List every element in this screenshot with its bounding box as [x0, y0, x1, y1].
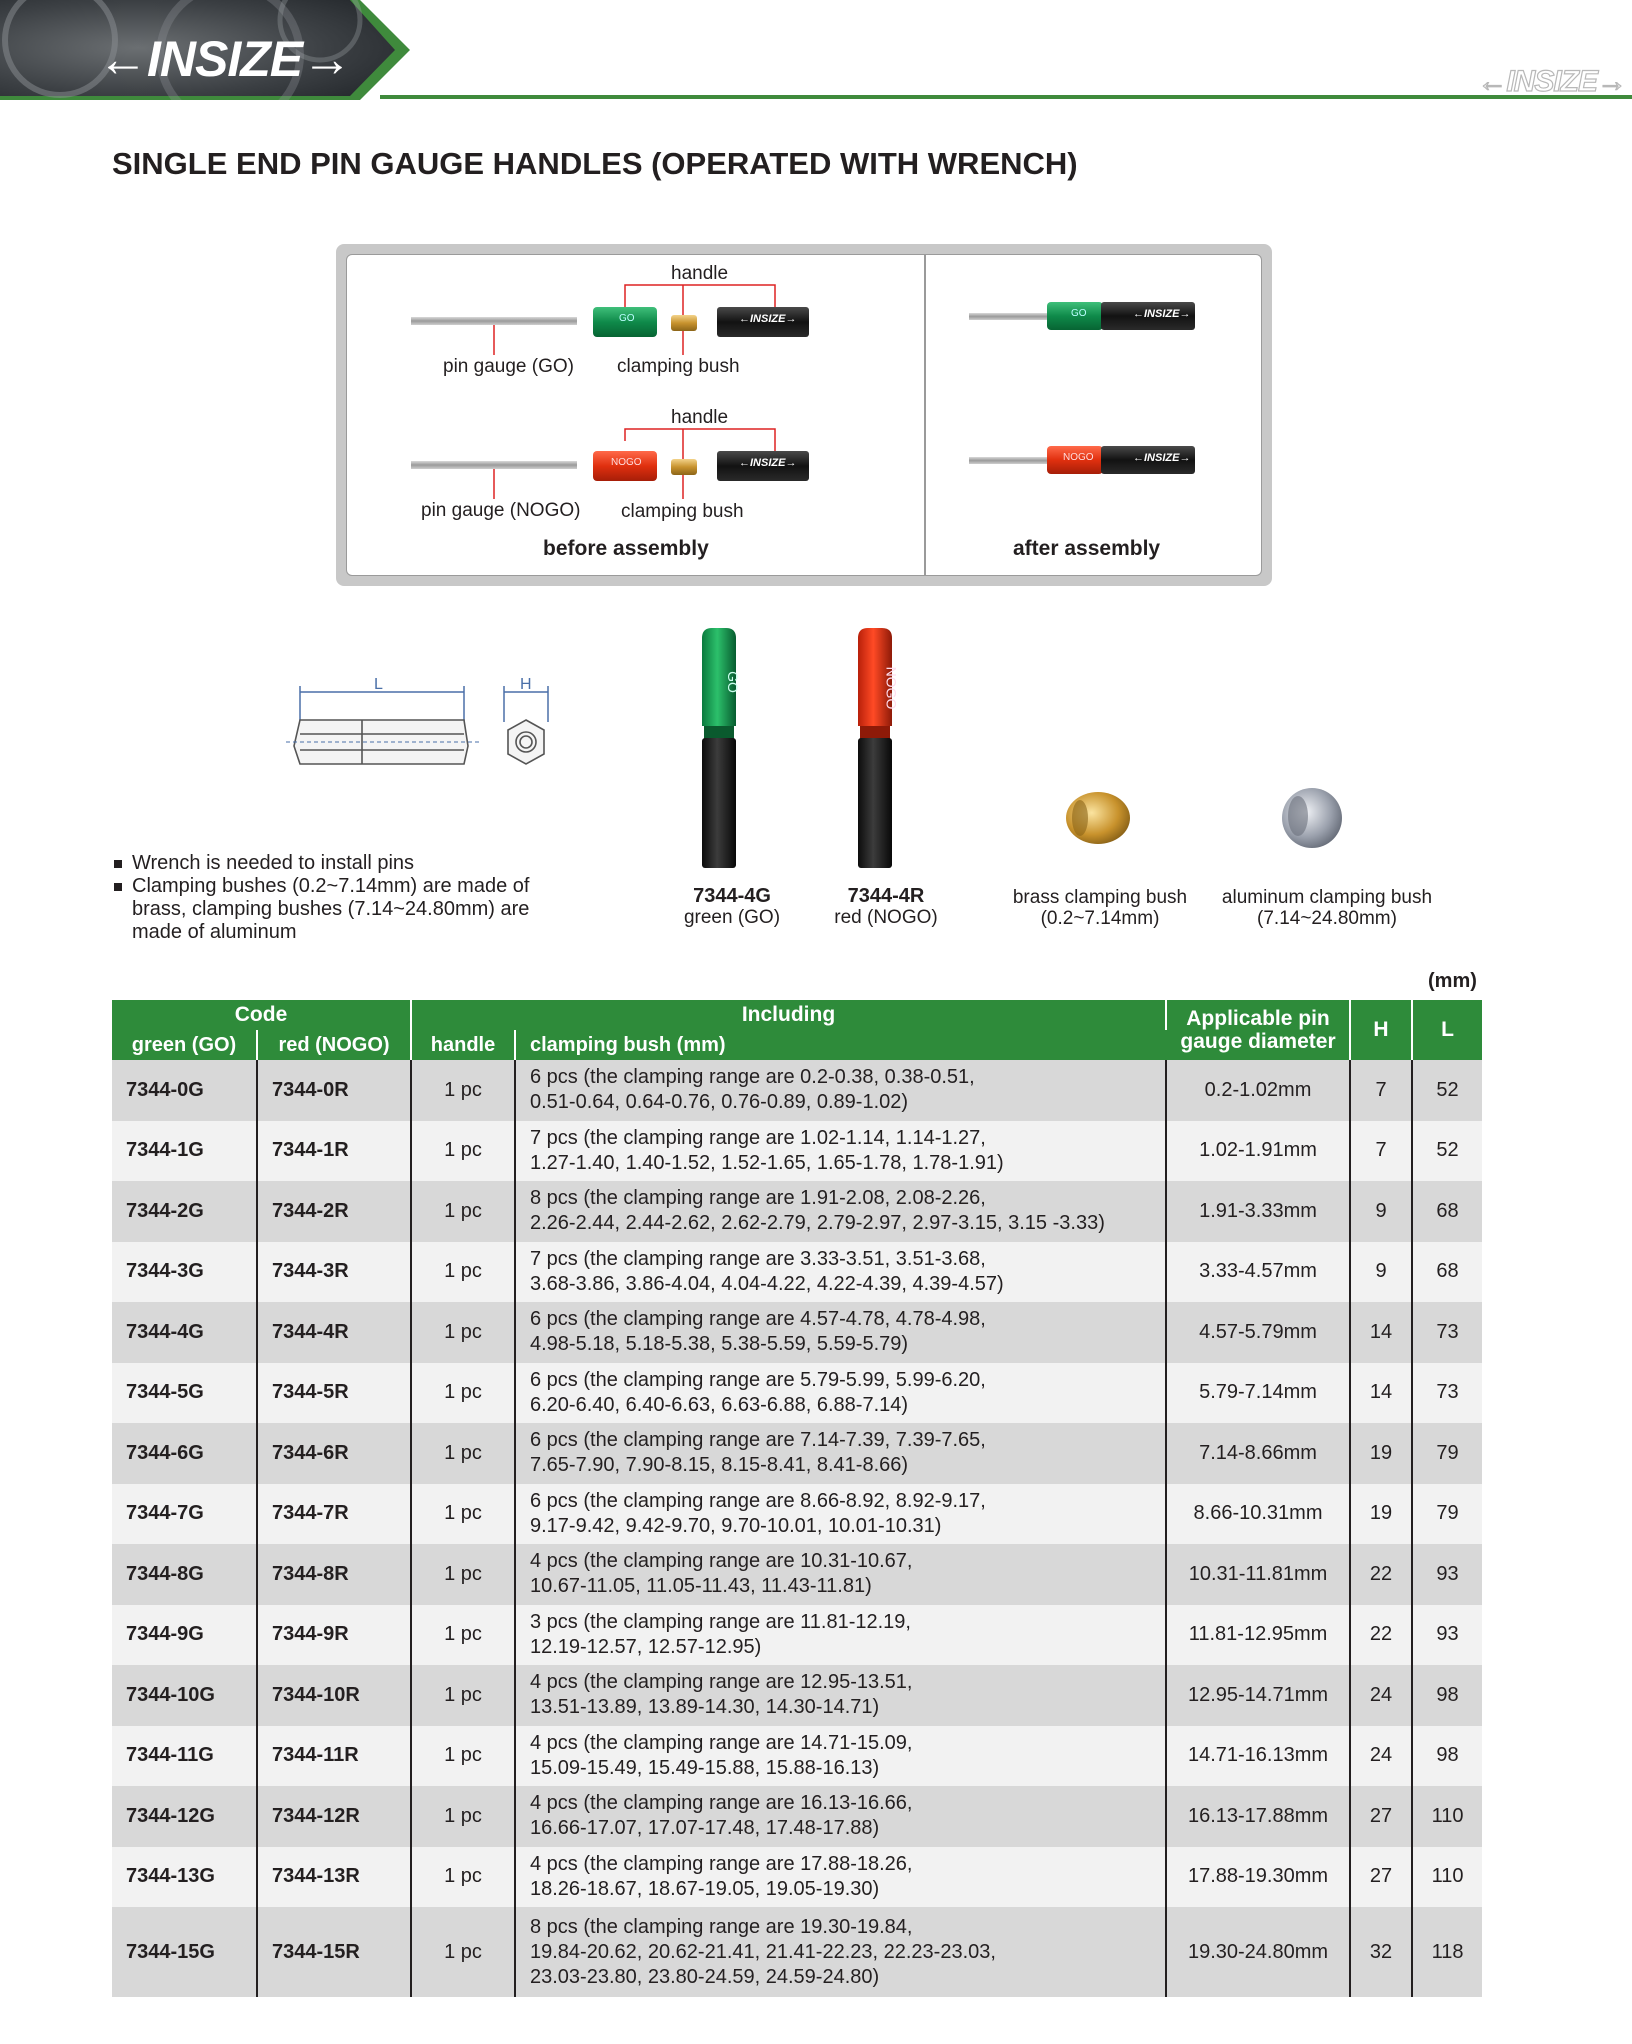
applicable-diameter: 17.88-19.30mm — [1166, 1847, 1350, 1908]
header-code: Code — [112, 1000, 411, 1030]
bush-line: 12.19-12.57, 12.57-12.95) — [530, 1635, 762, 1658]
clamping-bush-detail — [515, 1786, 1166, 1847]
code-red: 7344-15R — [257, 1907, 411, 1997]
h-value: 14 — [1350, 1363, 1412, 1424]
go-bush-label: clamping bush — [617, 356, 740, 377]
bush-line: 8 pcs (the clamping range are 19.30-19.84, — [530, 1915, 913, 1938]
bush-line: 4 pcs (the clamping range are 17.88-18.26, — [530, 1852, 913, 1875]
header-h: H — [1350, 1000, 1412, 1060]
code-red: 7344-2R — [257, 1181, 411, 1242]
bush-line: 4 pcs (the clamping range are 10.31-10.67, — [530, 1550, 913, 1573]
handle-brand-mark: ←INSIZE→ — [1133, 452, 1191, 464]
bush-line: 0.51-0.64, 0.64-0.76, 0.76-0.89, 0.89-1.02) — [530, 1091, 909, 1114]
l-value: 52 — [1412, 1121, 1482, 1182]
code-red: 7344-6R — [257, 1423, 411, 1484]
insize-logo: ←INSIZE→ — [98, 31, 352, 87]
code-green: 7344-4G — [112, 1302, 257, 1363]
l-value: 93 — [1412, 1544, 1482, 1605]
bush-line: 4.98-5.18, 5.18-5.38, 5.38-5.59, 5.59-5.79) — [530, 1333, 909, 1356]
applicable-diameter: 12.95-14.71mm — [1166, 1665, 1350, 1726]
h-value: 24 — [1350, 1665, 1412, 1726]
bush-line: 9.17-9.42, 9.42-9.70, 9.70-10.01, 10.01-10.31) — [530, 1514, 942, 1537]
clamping-bush-detail — [515, 1363, 1166, 1424]
bush-line: 10.67-11.05, 11.05-11.43, 11.43-11.81) — [530, 1575, 872, 1598]
handle-qty: 1 pc — [411, 1786, 515, 1847]
bush-line: 3 pcs (the clamping range are 11.81-12.19, — [530, 1610, 911, 1633]
code-green: 7344-5G — [112, 1363, 257, 1424]
clamping-bush-detail — [515, 1605, 1166, 1666]
header-red: red (NOGO) — [257, 1030, 411, 1060]
applicable-diameter: 16.13-17.88mm — [1166, 1786, 1350, 1847]
bush-line: 3.68-3.86, 3.86-4.04, 4.04-4.22, 4.22-4.39, 4.39-4.57) — [530, 1272, 1004, 1295]
code-green: 7344-8G — [112, 1544, 257, 1605]
code-red: 7344-1R — [257, 1121, 411, 1182]
handle-qty: 1 pc — [411, 1242, 515, 1303]
product-desc: green (GO) — [683, 907, 781, 928]
header-l: L — [1412, 1000, 1482, 1060]
bush-line: 7.65-7.90, 7.90-8.15, 8.15-8.41, 8.41-8.66) — [530, 1454, 909, 1477]
h-value: 27 — [1350, 1786, 1412, 1847]
clamping-bush-detail — [515, 1181, 1166, 1242]
panel-divider — [924, 255, 926, 575]
l-value: 98 — [1412, 1726, 1482, 1787]
h-value: 14 — [1350, 1302, 1412, 1363]
h-value: 24 — [1350, 1726, 1412, 1787]
spec-table-wrap — [112, 1000, 1482, 1997]
nogo-mark: NOGO — [883, 666, 900, 710]
l-value: 110 — [1412, 1786, 1482, 1847]
assembly-diagram — [336, 244, 1272, 586]
l-value: 68 — [1412, 1242, 1482, 1303]
bush-line: 4 pcs (the clamping range are 12.95-13.51, — [530, 1671, 913, 1694]
code-green: 7344-13G — [112, 1847, 257, 1908]
clamping-bush-detail — [515, 1847, 1166, 1908]
bush-line: 23.03-23.80, 23.80-24.59, 24.59-24.80) — [530, 1965, 880, 1988]
code-red: 7344-3R — [257, 1242, 411, 1303]
product-code: 7344-4G — [693, 885, 771, 907]
code-green: 7344-3G — [112, 1242, 257, 1303]
code-green: 7344-12G — [112, 1786, 257, 1847]
clamping-bush-detail — [515, 1060, 1166, 1121]
code-green: 7344-15G — [112, 1907, 257, 1997]
bush-line: 7 pcs (the clamping range are 1.02-1.14, 1.14-1.27, — [530, 1126, 986, 1149]
handle-qty: 1 pc — [411, 1907, 515, 1997]
h-value: 7 — [1350, 1121, 1412, 1182]
applicable-diameter: 3.33-4.57mm — [1166, 1242, 1350, 1303]
table-row — [112, 1181, 1482, 1242]
table-row — [112, 1121, 1482, 1182]
handle-brand-mark: ←INSIZE→ — [891, 759, 909, 843]
code-red: 7344-13R — [257, 1847, 411, 1908]
applicable-diameter: 7.14-8.66mm — [1166, 1423, 1350, 1484]
l-value: 93 — [1412, 1605, 1482, 1666]
code-red: 7344-8R — [257, 1544, 411, 1605]
nogo-pin-gauge — [411, 461, 577, 499]
handle-qty: 1 pc — [411, 1726, 515, 1787]
go-pin-label: pin gauge (GO) — [443, 356, 574, 377]
l-value: 52 — [1412, 1060, 1482, 1121]
table-row — [112, 1907, 1482, 1997]
handle-qty: 1 pc — [411, 1302, 515, 1363]
l-value: 73 — [1412, 1302, 1482, 1363]
handle-go-product — [702, 628, 736, 868]
l-value: 118 — [1412, 1907, 1482, 1997]
header-green: green (GO) — [112, 1030, 257, 1060]
bush-line: 4 pcs (the clamping range are 16.13-16.66, — [530, 1792, 913, 1815]
code-green: 7344-6G — [112, 1423, 257, 1484]
l-value: 68 — [1412, 1181, 1482, 1242]
table-row — [112, 1060, 1482, 1121]
bushes-illustration — [1060, 780, 1360, 860]
product-range: (0.2~7.14mm) — [1040, 908, 1160, 929]
h-value: 22 — [1350, 1544, 1412, 1605]
applicable-diameter: 5.79-7.14mm — [1166, 1363, 1350, 1424]
table-row — [112, 1423, 1482, 1484]
height-dimension-label: H — [520, 676, 532, 693]
bush-line: 7 pcs (the clamping range are 3.33-3.51, 3.51-3.68, — [530, 1247, 986, 1270]
product-desc: brass clamping bush — [1012, 887, 1188, 908]
bush-line: 1.27-1.40, 1.40-1.52, 1.52-1.65, 1.65-1.78, 1.78-1.91) — [530, 1151, 1004, 1174]
clamping-bush-detail — [515, 1242, 1166, 1303]
bush-line: 6.20-6.40, 6.40-6.63, 6.63-6.88, 6.88-7.14) — [530, 1393, 909, 1416]
aluminum-bush-caption — [1212, 887, 1442, 929]
spec-table-body — [112, 1060, 1482, 1997]
code-green: 7344-11G — [112, 1726, 257, 1787]
bush-line: 8 pcs (the clamping range are 1.91-2.08, 2.08-2.26, — [530, 1187, 986, 1210]
handle-brand-mark: ←INSIZE→ — [735, 759, 753, 843]
notes-list — [112, 852, 572, 944]
code-red: 7344-5R — [257, 1363, 411, 1424]
applicable-diameter: 10.31-11.81mm — [1166, 1544, 1350, 1605]
handle-qty: 1 pc — [411, 1544, 515, 1605]
header-including: Including — [411, 1000, 1166, 1030]
aluminum-bush-product — [1282, 788, 1342, 848]
bush-line: 13.51-13.89, 13.89-14.30, 14.30-14.71) — [530, 1696, 880, 1719]
code-green: 7344-9G — [112, 1605, 257, 1666]
applicable-diameter: 0.2-1.02mm — [1166, 1060, 1350, 1121]
clamping-bush-detail — [515, 1665, 1166, 1726]
h-value: 9 — [1350, 1242, 1412, 1303]
h-value: 22 — [1350, 1605, 1412, 1666]
l-value: 98 — [1412, 1665, 1482, 1726]
h-value: 27 — [1350, 1847, 1412, 1908]
h-value: 32 — [1350, 1907, 1412, 1997]
before-assembly-label: before assembly — [543, 537, 709, 560]
handle-qty: 1 pc — [411, 1060, 515, 1121]
code-red: 7344-12R — [257, 1786, 411, 1847]
unit-label: (mm) — [1428, 970, 1477, 992]
handle-qty: 1 pc — [411, 1423, 515, 1484]
bush-line: 6 pcs (the clamping range are 7.14-7.39, 7.39-7.65, — [530, 1429, 986, 1452]
nogo-bush-label: clamping bush — [621, 501, 744, 522]
handle-brand-mark: ←INSIZE→ — [1133, 308, 1191, 320]
l-value: 110 — [1412, 1847, 1482, 1908]
table-row — [112, 1484, 1482, 1545]
header-handle: handle — [411, 1030, 515, 1060]
h-value: 7 — [1350, 1060, 1412, 1121]
bush-line: 19.84-20.62, 20.62-21.41, 21.41-22.23, 22.23-23.03, — [530, 1940, 996, 1963]
code-green: 7344-7G — [112, 1484, 257, 1545]
table-row — [112, 1544, 1482, 1605]
h-value: 9 — [1350, 1181, 1412, 1242]
code-red: 7344-0R — [257, 1060, 411, 1121]
code-green: 7344-0G — [112, 1060, 257, 1121]
l-value: 79 — [1412, 1423, 1482, 1484]
after-assembly-label: after assembly — [1013, 537, 1161, 560]
go-pin-gauge — [411, 317, 577, 355]
insize-logo-small: ←INSIZE→ — [1477, 65, 1626, 98]
bush-line: 4 pcs (the clamping range are 14.71-15.09, — [530, 1731, 913, 1754]
l-value: 79 — [1412, 1484, 1482, 1545]
l-value: 73 — [1412, 1363, 1482, 1424]
code-red: 7344-11R — [257, 1726, 411, 1787]
handle-brand-mark: ←INSIZE→ — [739, 457, 797, 469]
nogo-mark: NOGO — [1063, 452, 1094, 463]
table-row — [112, 1605, 1482, 1666]
clamping-bush-detail — [515, 1484, 1166, 1545]
handle-nogo-product — [858, 628, 892, 868]
handle-brand-mark: ←INSIZE→ — [739, 313, 797, 325]
go-mark: GO — [1071, 308, 1087, 319]
applicable-diameter: 14.71-16.13mm — [1166, 1726, 1350, 1787]
code-green: 7344-1G — [112, 1121, 257, 1182]
handle-qty: 1 pc — [411, 1363, 515, 1424]
length-dimension-label: L — [374, 676, 383, 693]
table-row — [112, 1665, 1482, 1726]
assembly-panel — [346, 254, 1262, 576]
go-mark: GO — [724, 671, 741, 693]
h-value: 19 — [1350, 1423, 1412, 1484]
handle-qty: 1 pc — [411, 1484, 515, 1545]
product-go-caption — [672, 886, 792, 928]
applicable-diameter: 4.57-5.79mm — [1166, 1302, 1350, 1363]
product-range: (7.14~24.80mm) — [1257, 908, 1397, 929]
header-applicable-diameter: Applicable pin gauge diameter — [1166, 1000, 1350, 1060]
nogo-mark: NOGO — [611, 457, 642, 468]
applicable-diameter: 11.81-12.95mm — [1166, 1605, 1350, 1666]
bush-line: 6 pcs (the clamping range are 0.2-0.38, 0.38-0.51, — [530, 1066, 975, 1089]
table-row — [112, 1302, 1482, 1363]
product-nogo-caption — [826, 886, 946, 928]
product-code: 7344-4R — [847, 885, 925, 907]
bush-line: 2.26-2.44, 2.44-2.62, 2.62-2.79, 2.79-2.97, 2.97-3.15, 3.15 -3.33) — [530, 1212, 1105, 1235]
applicable-diameter: 8.66-10.31mm — [1166, 1484, 1350, 1545]
header-rule — [380, 95, 1632, 99]
applicable-diameter: 1.91-3.33mm — [1166, 1181, 1350, 1242]
spec-table — [112, 1000, 1482, 1997]
h-value: 19 — [1350, 1484, 1412, 1545]
handle-qty: 1 pc — [411, 1605, 515, 1666]
bush-line: 18.26-18.67, 18.67-19.05, 19.05-19.30) — [530, 1877, 880, 1900]
table-row — [112, 1847, 1482, 1908]
page-title: SINGLE END PIN GAUGE HANDLES (OPERATED WITH WRENCH) — [112, 146, 1078, 181]
bush-line: 16.66-17.07, 17.07-17.48, 17.48-17.88) — [530, 1817, 880, 1840]
bullet-icon — [114, 883, 122, 891]
table-row — [112, 1786, 1482, 1847]
code-green: 7344-2G — [112, 1181, 257, 1242]
bush-line: 6 pcs (the clamping range are 4.57-4.78, 4.78-4.98, — [530, 1308, 986, 1331]
clamping-bush-detail — [515, 1907, 1166, 1997]
code-red: 7344-9R — [257, 1605, 411, 1666]
nogo-handle-label: handle — [671, 407, 729, 428]
assembly-illustration — [347, 255, 1263, 577]
code-red: 7344-4R — [257, 1302, 411, 1363]
clamping-bush-detail — [515, 1121, 1166, 1182]
clamping-bush-detail — [515, 1544, 1166, 1605]
bush-line: 6 pcs (the clamping range are 5.79-5.99, 5.99-6.20, — [530, 1368, 986, 1391]
code-green: 7344-10G — [112, 1665, 257, 1726]
handle-qty: 1 pc — [411, 1121, 515, 1182]
note-item: Clamping bushes (0.2~7.14mm) are made of brass, clamping bushes (7.14~24.80mm) are made of aluminum — [112, 875, 572, 944]
applicable-diameter: 1.02-1.91mm — [1166, 1121, 1350, 1182]
dimension-drawing — [286, 676, 556, 776]
clamping-bush-detail — [515, 1423, 1166, 1484]
nogo-pin-label: pin gauge (NOGO) — [421, 500, 581, 521]
handle-qty: 1 pc — [411, 1181, 515, 1242]
product-desc: red (NOGO) — [834, 907, 938, 928]
brass-bush-caption — [1000, 887, 1200, 929]
header-bush: clamping bush (mm) — [515, 1030, 1166, 1060]
product-desc: aluminum clamping bush — [1221, 887, 1433, 908]
handle-qty: 1 pc — [411, 1847, 515, 1908]
go-handle-label: handle — [671, 263, 729, 284]
applicable-diameter: 19.30-24.80mm — [1166, 1907, 1350, 1997]
bush-line: 15.09-15.49, 15.49-15.88, 15.88-16.13) — [530, 1756, 880, 1779]
bullet-icon — [114, 860, 122, 868]
code-red: 7344-10R — [257, 1665, 411, 1726]
table-row — [112, 1363, 1482, 1424]
go-mark: GO — [619, 313, 635, 324]
page-header — [0, 0, 1632, 100]
note-item: Wrench is needed to install pins — [112, 852, 572, 875]
brass-bush-product — [1066, 792, 1130, 844]
code-red: 7344-7R — [257, 1484, 411, 1545]
clamping-bush-detail — [515, 1726, 1166, 1787]
clamping-bush-detail — [515, 1302, 1166, 1363]
bush-line: 6 pcs (the clamping range are 8.66-8.92, 8.92-9.17, — [530, 1489, 986, 1512]
dimension-svg — [286, 676, 556, 776]
table-row — [112, 1726, 1482, 1787]
table-row — [112, 1242, 1482, 1303]
handle-qty: 1 pc — [411, 1665, 515, 1726]
